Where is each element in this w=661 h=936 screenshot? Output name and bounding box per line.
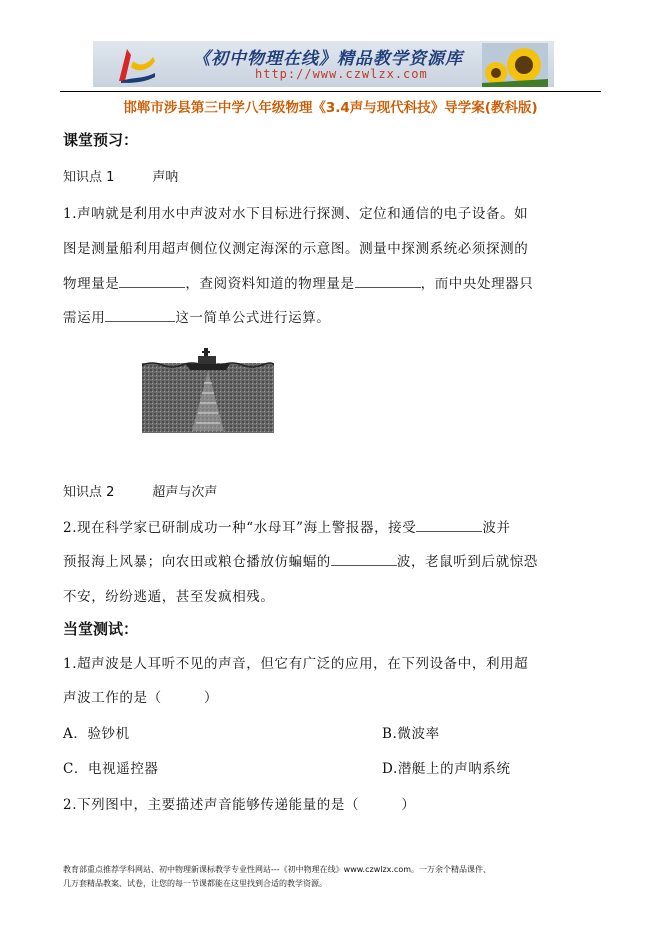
- footer-line-1: 教育部重点推荐学科网站、初中物理新课标教学专业性网站---《初中物理在线》www.czwlzx.com。一万余个精品课件、: [63, 865, 492, 874]
- test-question-2: 2.下列图中，主要描述声音能够传递能量的是（ ）: [63, 797, 416, 813]
- answer-blank[interactable]: [119, 275, 185, 288]
- site-logo-icon: [109, 45, 159, 85]
- banner-url[interactable]: http://www.czwlzx.com: [255, 67, 428, 81]
- text-segment: 物理量是: [63, 276, 120, 292]
- option-d[interactable]: D.潜艇上的声呐系统: [382, 761, 511, 777]
- section-heading-preview: 课堂预习：: [63, 131, 139, 149]
- test-question-1-line-1: 1.超声波是人耳听不见的声音，但它有广泛的应用，在下列设备中，利用超: [63, 656, 529, 672]
- question-2-line-2: [63, 550, 538, 570]
- banner-title: 《初中物理在线》精品教学资源库: [193, 49, 463, 69]
- option-b[interactable]: B.微波率: [382, 726, 440, 742]
- document-title: 邯郸市涉县第三中学八年级物理《3.4声与现代科技》导学案(教科版): [123, 100, 538, 116]
- footer-line-2: 几万套精品教案、试卷，让您的每一节课都能在这里找到合适的教学资源。: [63, 879, 327, 888]
- text-segment: 预报海上风暴；向农田或粮仓播放仿蝙蝠的: [63, 554, 331, 570]
- knowledge-point-2: [63, 481, 217, 500]
- text-segment: 2.现在科学家已研制成功一种“水母耳”海上警报器，接受: [63, 520, 417, 536]
- knowledge-point-1: [63, 166, 178, 185]
- header-banner: [93, 41, 554, 87]
- header-divider: [60, 91, 601, 92]
- text-segment: 波，老鼠听到后就惊恐: [396, 554, 538, 570]
- option-a[interactable]: A．验钞机: [63, 726, 130, 742]
- sunflower-image: [482, 43, 548, 87]
- test-question-1-line-2: 声波工作的是（ ）: [63, 690, 219, 706]
- answer-blank[interactable]: [105, 309, 175, 322]
- knowledge-point-name: 声呐: [152, 170, 179, 185]
- knowledge-point-label: 知识点 2: [63, 485, 115, 500]
- text-segment: ，查阅资料知道的物理量是: [185, 276, 355, 292]
- question-1-line-4: [63, 306, 330, 326]
- option-c[interactable]: C．电视遥控器: [63, 761, 159, 777]
- knowledge-point-name: 超声与次声: [152, 485, 218, 500]
- text-segment: 这一简单公式进行运算。: [175, 310, 331, 326]
- question-2-line-3: 不安，纷纷逃遁，甚至发疯相残。: [63, 589, 275, 605]
- section-heading-test: 当堂测试：: [63, 620, 139, 638]
- answer-blank[interactable]: [355, 275, 421, 288]
- answer-blank[interactable]: [331, 553, 397, 566]
- question-1-line-3: [63, 272, 533, 292]
- knowledge-point-label: 知识点 1: [63, 170, 115, 185]
- text-segment: 波并: [482, 520, 511, 536]
- text-segment: 需运用: [63, 310, 106, 326]
- sonar-ship-diagram: [142, 345, 274, 433]
- question-1-line-2: 图是测量船利用超声侧位仪测定海深的示意图。测量中探测系统必须探测的: [63, 241, 529, 257]
- answer-blank[interactable]: [416, 519, 482, 532]
- question-2-line-1: [63, 516, 511, 536]
- question-1-line-1: 1.声呐就是利用水中声波对水下目标进行探测、定位和通信的电子设备。如: [63, 206, 529, 222]
- text-segment: ，而中央处理器只: [420, 276, 534, 292]
- page-footer: [63, 863, 603, 891]
